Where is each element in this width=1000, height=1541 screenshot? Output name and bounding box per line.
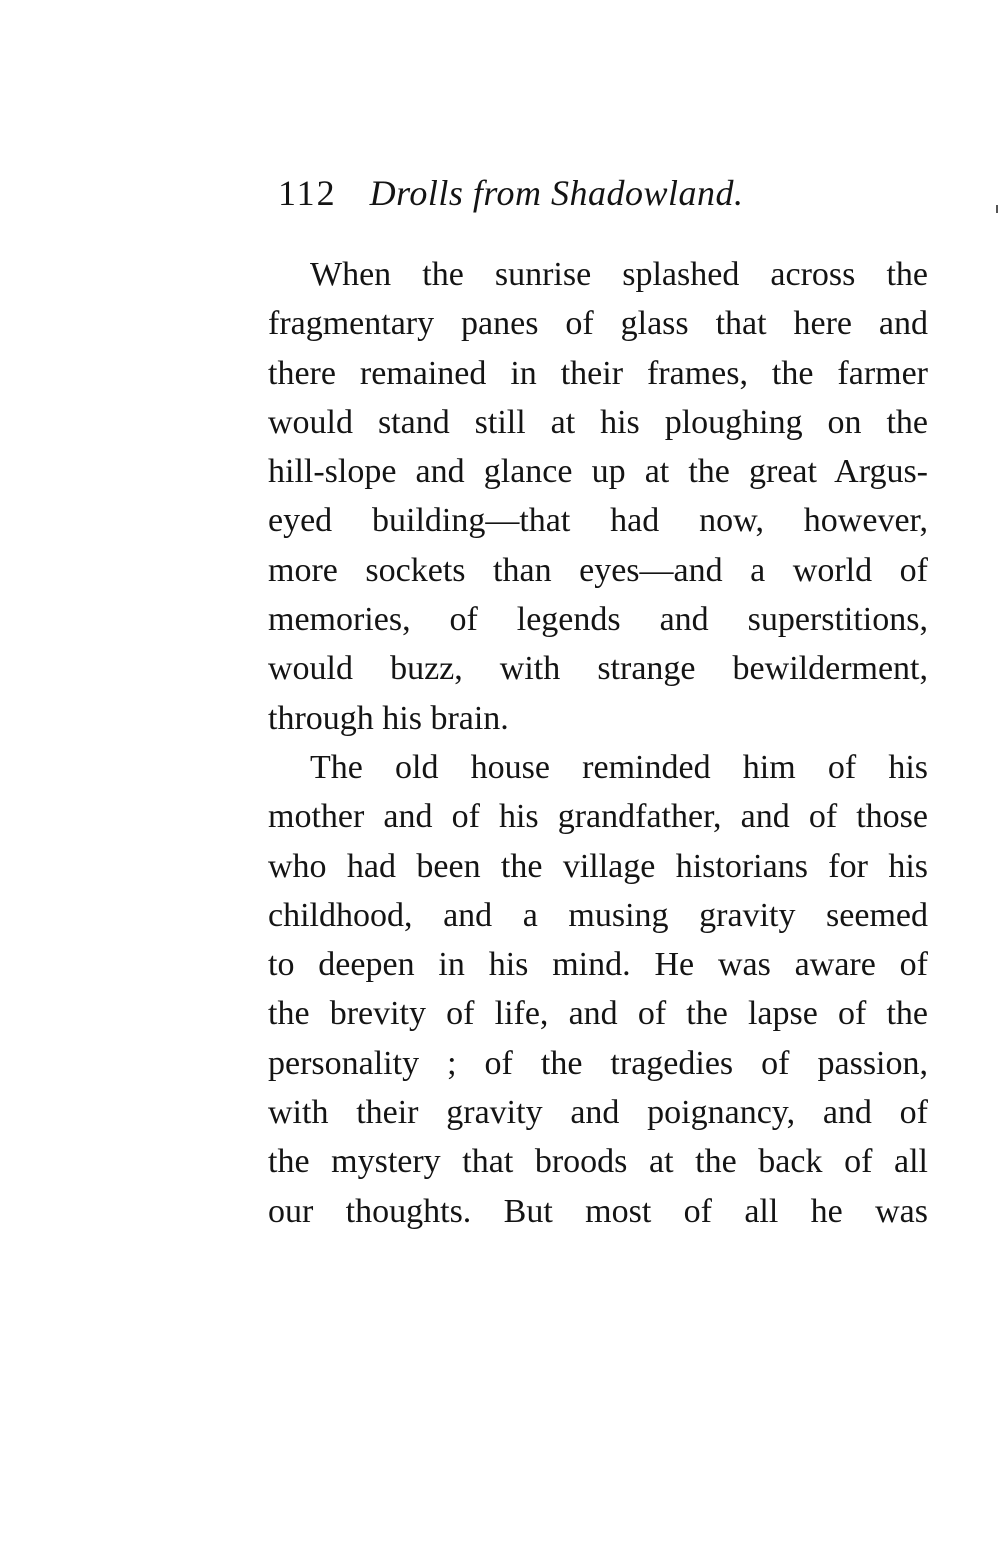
text-line: personality ; of the tragedies of passion, [268, 1044, 928, 1082]
text-line: there remained in their frames, the farmer [268, 354, 928, 392]
running-title: Drolls from Shadowland. [369, 173, 744, 213]
text-line: memories, of legends and superstitions, [268, 601, 928, 639]
scan-edge-mark [996, 205, 998, 213]
text-line: the brevity of life, and of the lapse of the [268, 995, 928, 1033]
text-line: would stand still at his ploughing on the [268, 403, 928, 441]
text-line: through his brain. [268, 699, 509, 737]
paragraph-2 [268, 743, 928, 1236]
text-line: to deepen in his mind. He was aware of [268, 946, 928, 984]
text-line: mother and of his grandfather, and of those [268, 798, 928, 836]
text-line: When the sunrise splashed across the [310, 256, 928, 293]
page-number: 112 [278, 173, 337, 213]
text-line: fragmentary panes of glass that here and [268, 305, 928, 343]
text-line: hill-slope and glance up at the great Argus- [268, 453, 928, 491]
body-text [268, 250, 928, 1236]
running-head [278, 168, 838, 218]
text-line: eyed building—that had now, however, [268, 502, 928, 540]
text-line: who had been the village historians for his [268, 847, 928, 885]
text-line: childhood, and a musing gravity seemed [268, 896, 928, 934]
paragraph-1 [268, 250, 928, 743]
text-line: the mystery that broods at the back of all [268, 1143, 928, 1181]
text-line: our thoughts. But most of all he was [268, 1192, 928, 1230]
text-line: would buzz, with strange bewilderment, [268, 650, 928, 688]
text-line: with their gravity and poignancy, and of [268, 1094, 928, 1132]
text-line: The old house reminded him of his [310, 748, 928, 786]
text-line: more sockets than eyes—and a world of [268, 551, 928, 589]
